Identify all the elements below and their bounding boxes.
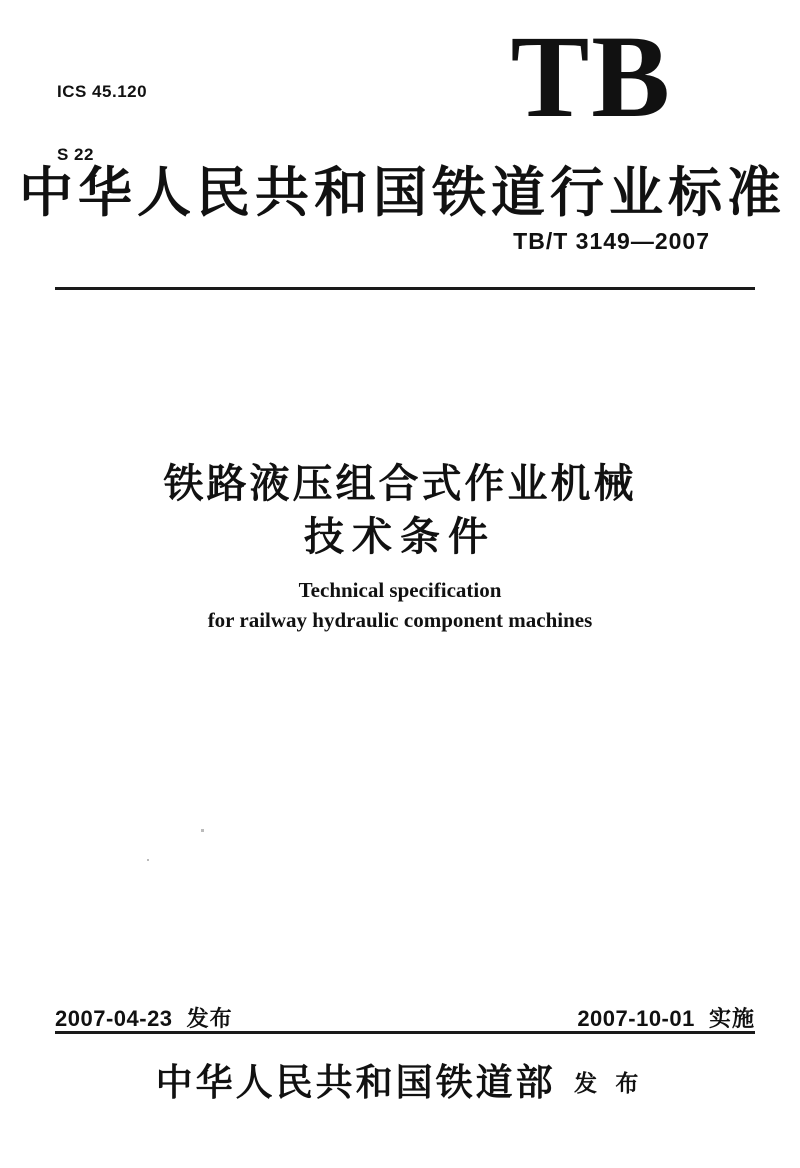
document-title-cn-line2: 技术条件 xyxy=(304,515,496,559)
header-divider-rule xyxy=(55,287,755,290)
publisher-name: 中华人民共和国铁道部 xyxy=(155,1063,556,1104)
document-title-en-line2: for railway hydraulic component machines xyxy=(207,608,593,632)
tb-standard-logo: TB xyxy=(510,11,672,142)
implement-label: 实施 xyxy=(708,1006,755,1031)
issue-label: 发布 xyxy=(186,1006,233,1031)
document-title-cn-line1: 铁路液压组合式作业机械 xyxy=(163,462,637,506)
standard-body-title: 中华人民共和国铁道行业标准 xyxy=(19,163,786,223)
footer-divider-rule xyxy=(55,1031,755,1034)
standard-number: TB/T 3149—2007 xyxy=(513,228,710,254)
issue-date-item xyxy=(55,1002,233,1033)
publisher-row xyxy=(0,1052,800,1106)
implement-date-item xyxy=(577,1002,755,1033)
doc-class-code: S 22 xyxy=(57,145,94,165)
implement-date: 2007-10-01 xyxy=(577,1006,695,1031)
issue-date: 2007-04-23 xyxy=(55,1006,173,1031)
publisher-issue-label: 发 布 xyxy=(574,1070,645,1096)
scan-speck xyxy=(201,829,204,832)
dates-row xyxy=(55,1002,755,1033)
document-title-en-line1: Technical specification xyxy=(298,578,502,602)
ics-code: ICS 45.120 xyxy=(57,81,148,101)
scan-speck xyxy=(147,859,149,861)
